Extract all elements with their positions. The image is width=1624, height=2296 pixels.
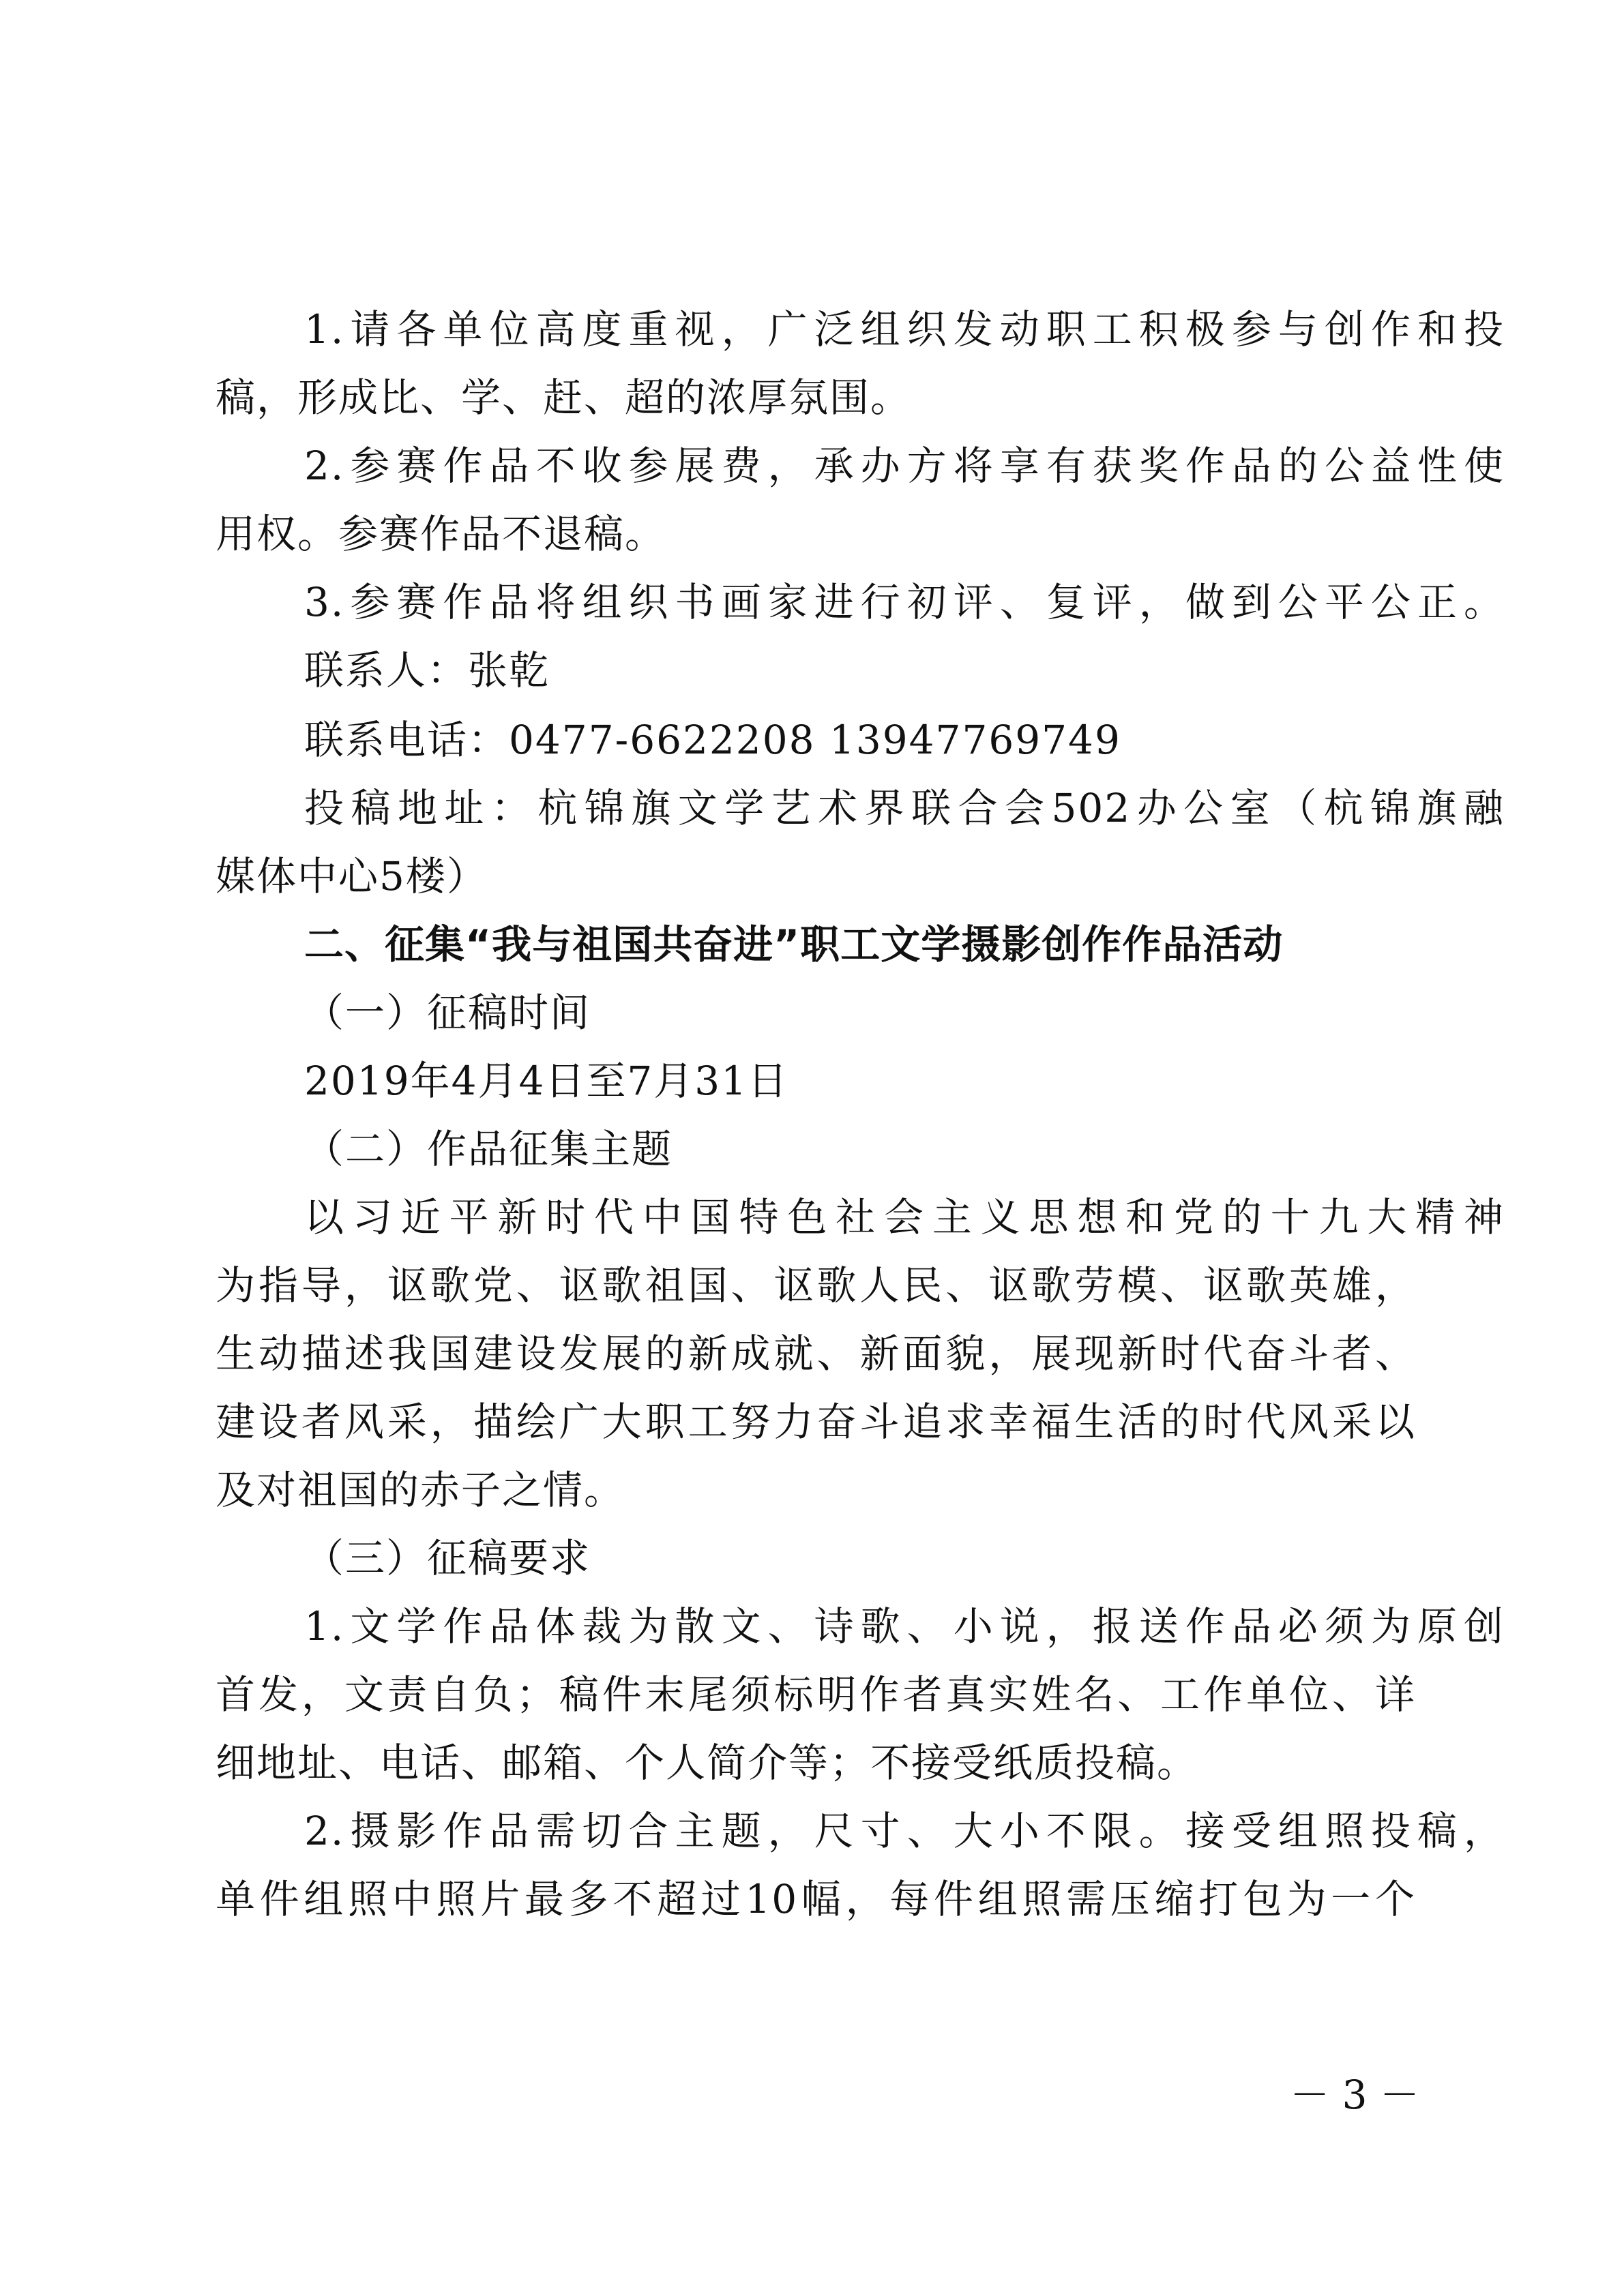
paragraph-line-3: 2.参赛作品不收参展费，承办方将享有获奖作品的公益性使 bbox=[304, 443, 1505, 489]
paragraph-line-5: 3.参赛作品将组织书画家进行初评、复评，做到公平公正。 bbox=[304, 579, 1505, 625]
requirement-line-2: 首发，文责自负；稿件末尾须标明作者真实姓名、工作单位、详 bbox=[216, 1671, 1416, 1718]
submission-address-continued: 媒体中心5楼） bbox=[216, 853, 488, 899]
requirement-line-1: 1.文学作品体裁为散文、诗歌、小说，报送作品必须为原创 bbox=[304, 1603, 1505, 1650]
theme-line-4: 建设者风采，描绘广大职工努力奋斗追求幸福生活的时代风采以 bbox=[216, 1399, 1416, 1445]
paragraph-line-1: 1.请各单位高度重视，广泛组织发动职工积极参与创作和投 bbox=[304, 306, 1505, 353]
theme-line-5: 及对祖国的赤子之情。 bbox=[216, 1467, 625, 1513]
theme-line-1: 以习近平新时代中国特色社会主义思想和党的十九大精神 bbox=[304, 1194, 1505, 1240]
subsection-heading-2: （二）作品征集主题 bbox=[304, 1126, 673, 1172]
theme-line-2: 为指导，讴歌党、讴歌祖国、讴歌人民、讴歌劳模、讴歌英雄， bbox=[216, 1262, 1416, 1309]
submission-address-line: 投稿地址：杭锦旗文学艺术界联合会502办公室（杭锦旗融 bbox=[304, 785, 1505, 831]
submission-period: 2019年4月4日至7月31日 bbox=[304, 1058, 789, 1104]
contact-person-line: 联系人：张乾 bbox=[304, 647, 550, 694]
contact-phone-line: 联系电话：0477-6622208 13947769749 bbox=[304, 717, 1121, 763]
requirement-line-3: 细地址、电话、邮箱、个人简介等；不接受纸质投稿。 bbox=[216, 1740, 1198, 1786]
subsection-heading-1: （一）征稿时间 bbox=[304, 989, 591, 1036]
requirement-line-4: 2.摄影作品需切合主题，尺寸、大小不限。接受组照投稿， bbox=[304, 1808, 1505, 1854]
theme-line-3: 生动描述我国建设发展的新成就、新面貌，展现新时代奋斗者、 bbox=[216, 1330, 1416, 1377]
paragraph-line-4: 用权。参赛作品不退稿。 bbox=[216, 511, 666, 557]
requirement-line-5: 单件组照中照片最多不超过10幅，每件组照需压缩打包为一个 bbox=[216, 1876, 1416, 1922]
paragraph-line-2: 稿，形成比、学、赶、超的浓厚氛围。 bbox=[216, 374, 912, 421]
section-heading: 二、征集“我与祖国共奋进”职工文学摄影创作作品活动 bbox=[304, 921, 1284, 968]
subsection-heading-3: （三）征稿要求 bbox=[304, 1535, 591, 1581]
page-number: － 3 － bbox=[1290, 2072, 1419, 2118]
